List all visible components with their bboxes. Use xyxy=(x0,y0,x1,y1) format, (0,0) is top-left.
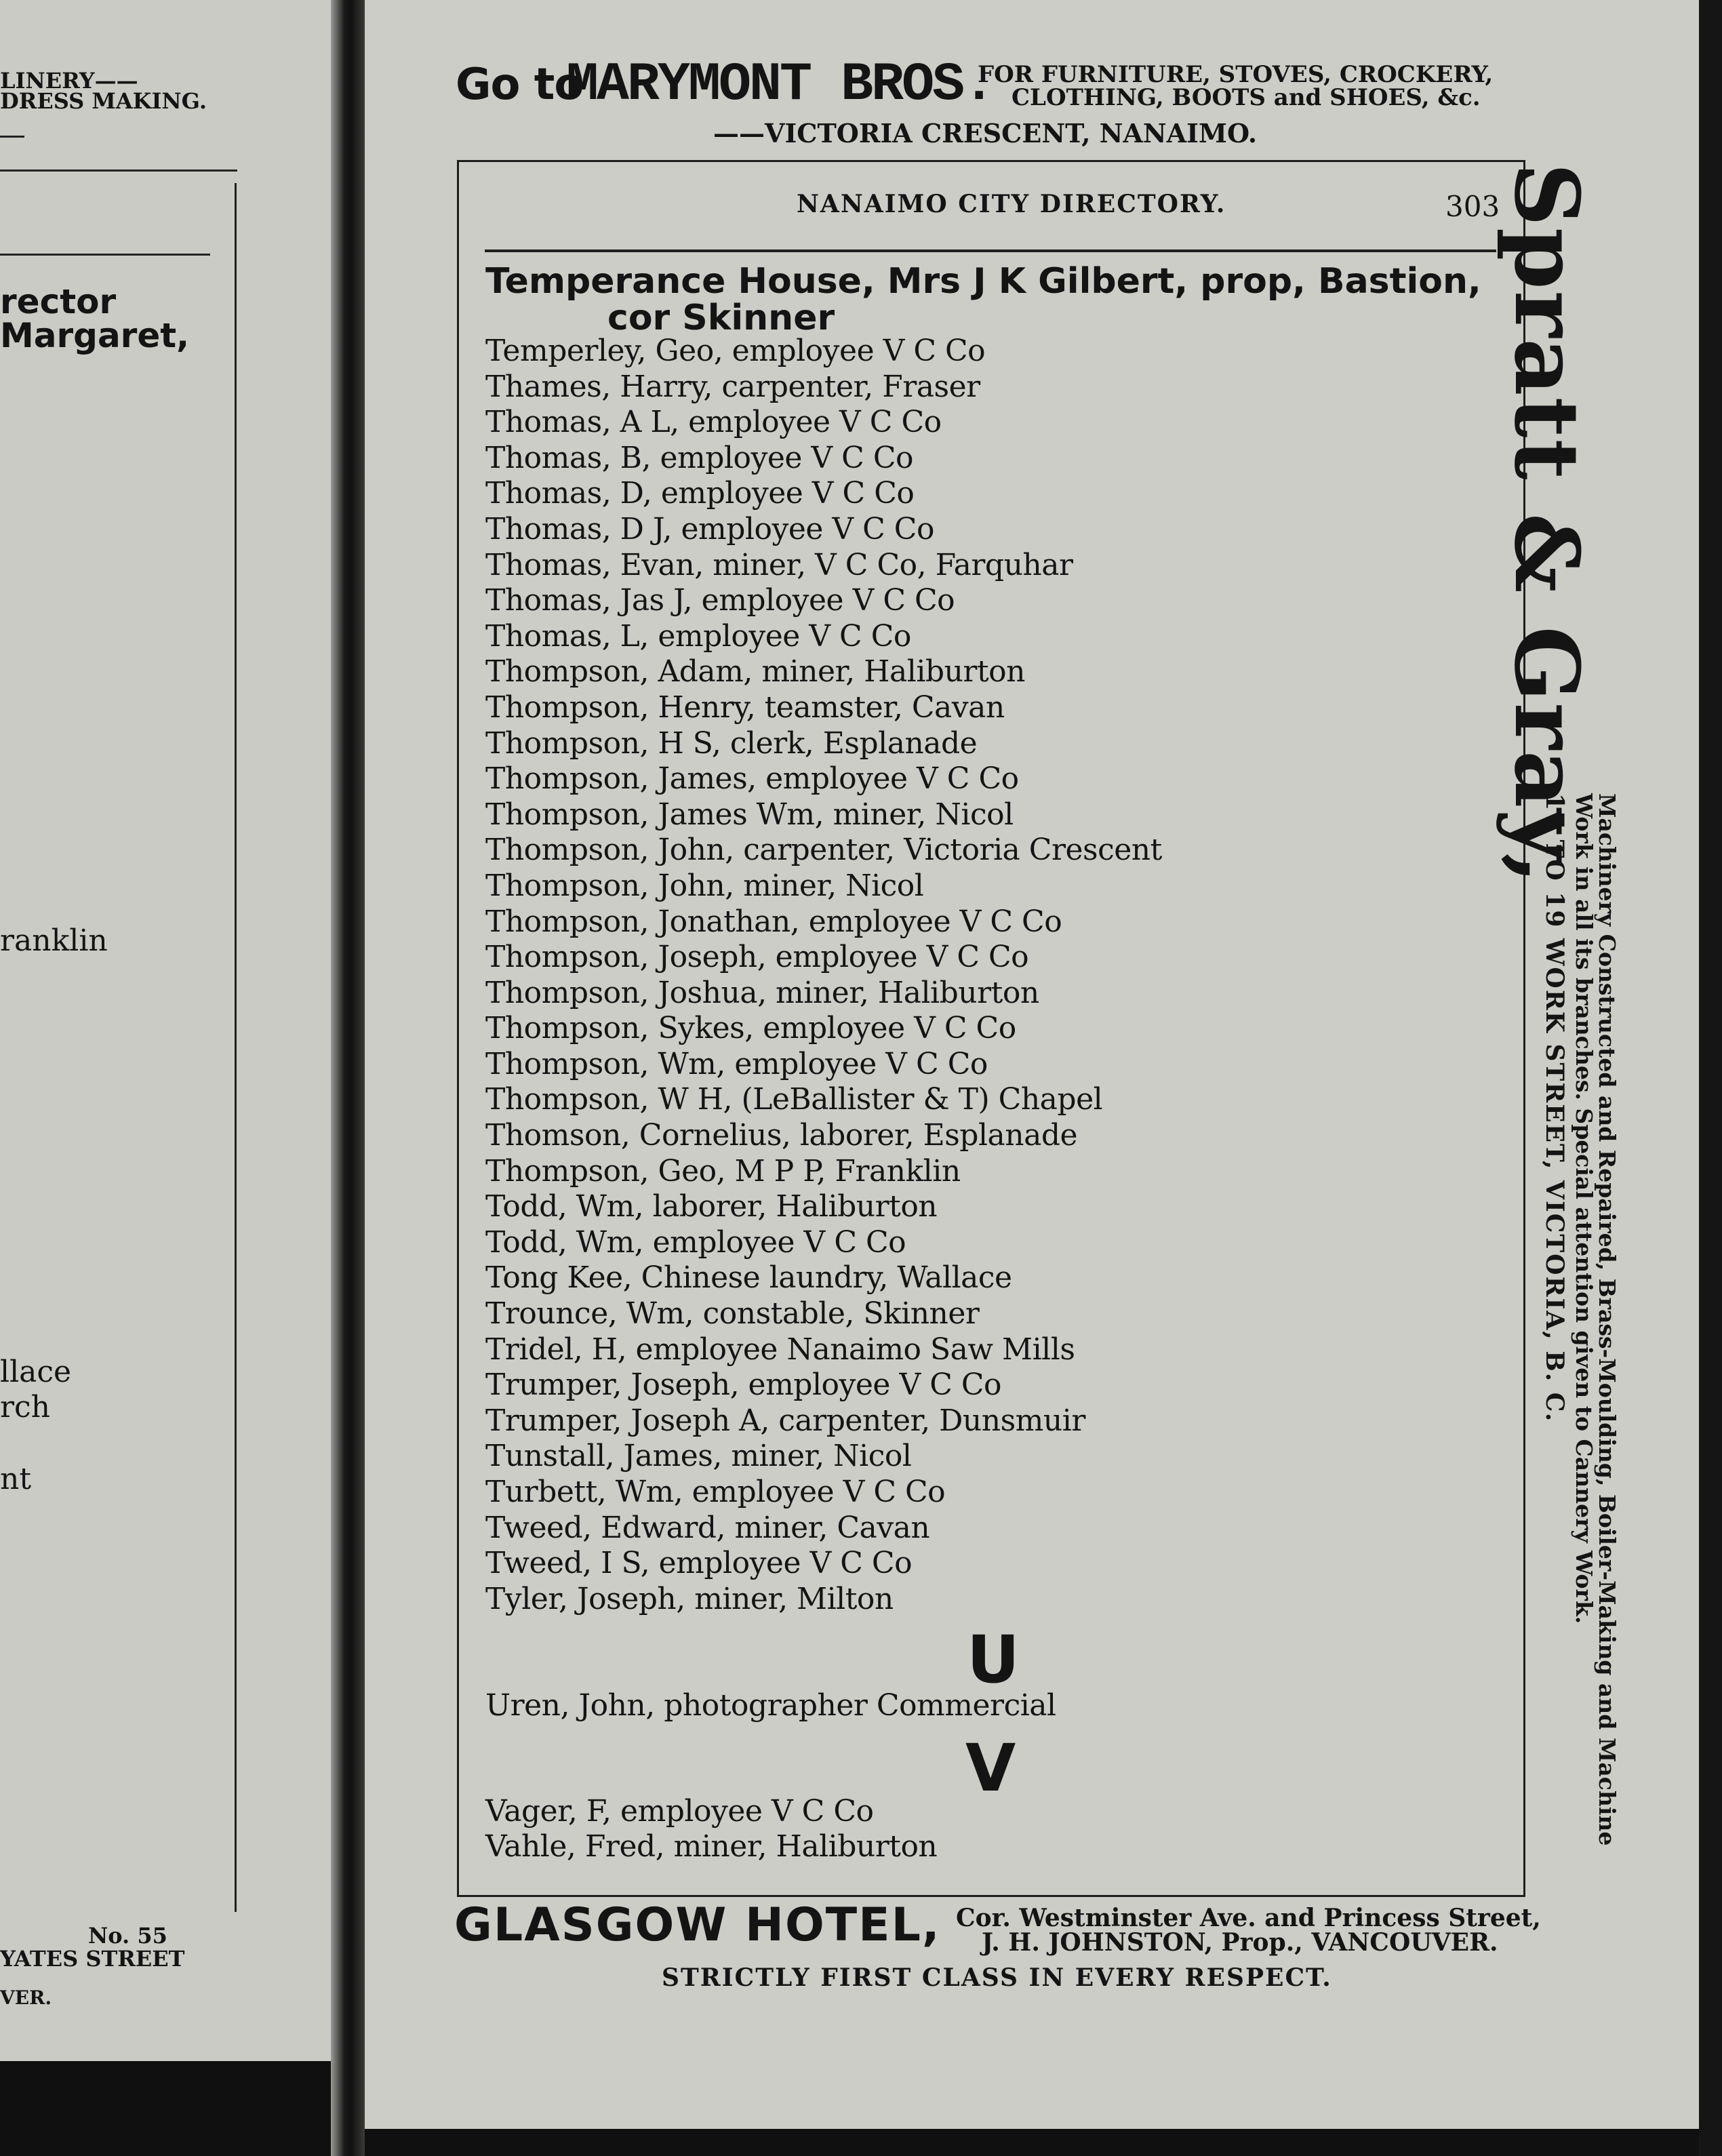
ad-brand-name: MARYMONT BROS. xyxy=(566,54,994,116)
directory-entry: Uren, John, photographer Commercial xyxy=(485,1688,1056,1723)
left-fragment: nt xyxy=(0,1462,32,1496)
running-head: NANAIMO CITY DIRECTORY. xyxy=(797,190,1226,218)
side-ad-line: Machinery Constructed and Repaired, Brass-Moulding, Boiler-Making and Machine xyxy=(1594,793,1620,1846)
side-ad-line: 17 TO 19 WORK STREET, VICTORIA, B. C. xyxy=(1540,793,1569,1423)
directory-entry: Thompson, John, miner, Nicol xyxy=(485,868,924,903)
page-edge xyxy=(1699,0,1722,2156)
directory-entry: Trumper, Joseph A, carpenter, Dunsmuir xyxy=(485,1403,1085,1438)
section-u-entries xyxy=(485,1688,1056,1723)
ad-products-line: FOR FURNITURE, STOVES, CROCKERY, xyxy=(978,61,1494,88)
left-rule xyxy=(0,169,237,172)
directory-entry: Vager, F, employee V C Co xyxy=(485,1794,874,1829)
left-fragment: Margaret, xyxy=(0,316,190,355)
left-fragment: No. 55 xyxy=(88,1923,167,1949)
ad-products-line: CLOTHING, BOOTS and SHOES, &c. xyxy=(1012,84,1481,111)
directory-entries xyxy=(485,334,1162,1617)
directory-entry: Thompson, Henry, teamster, Cavan xyxy=(485,690,1005,725)
bottom-ad-address: Cor. Westminster Ave. and Princess Street, xyxy=(956,1904,1541,1932)
directory-entry: Thomas, Jas J, employee V C Co xyxy=(485,583,955,618)
directory-entry: Thompson, James Wm, miner, Nicol xyxy=(485,797,1014,832)
directory-entry: Thomson, Cornelius, laborer, Esplanade xyxy=(485,1118,1078,1153)
top-advertisement xyxy=(456,54,1527,149)
header-rule xyxy=(485,249,1496,252)
directory-entry: Tweed, Edward, miner, Cavan xyxy=(485,1510,930,1545)
featured-entry-line: Temperance House, Mrs J K Gilbert, prop, Bastion, xyxy=(485,261,1481,302)
directory-entry: Thomas, L, employee V C Co xyxy=(485,618,911,654)
directory-entry: Thomas, D J, employee V C Co xyxy=(485,511,934,546)
left-fragment: rector xyxy=(0,282,117,321)
directory-entry: Trounce, Wm, constable, Skinner xyxy=(485,1296,980,1332)
left-rule xyxy=(0,136,24,138)
left-fragment: VER. xyxy=(0,1987,52,2009)
directory-entry: Thames, Harry, carpenter, Fraser xyxy=(485,369,980,404)
ad-address: ——VICTORIA CRESCENT, NANAIMO. xyxy=(713,118,1258,148)
directory-entry: Tyler, Joseph, miner, Milton xyxy=(485,1581,894,1616)
directory-entry: Thompson, John, carpenter, Victoria Crescent xyxy=(485,833,1162,868)
side-ad-line: Work in all its branches. Special attention given to Cannery Work. xyxy=(1571,793,1597,1624)
directory-entry: Thompson, Joseph, employee V C Co xyxy=(485,940,1029,975)
directory-entry: Thompson, Wm, employee V C Co xyxy=(485,1046,988,1081)
book-binding xyxy=(331,0,365,2156)
section-v-entries xyxy=(485,1794,937,1864)
featured-entry-line: cor Skinner xyxy=(607,298,835,338)
directory-entry: Thomas, A L, employee V C Co xyxy=(485,405,942,440)
left-fragment: LINERY—— xyxy=(0,68,138,94)
left-fragment: rch xyxy=(0,1390,51,1424)
directory-entry: Thompson, Jonathan, employee V C Co xyxy=(485,904,1062,939)
directory-entry: Todd, Wm, employee V C Co xyxy=(485,1224,906,1260)
directory-entry: Thompson, H S, clerk, Esplanade xyxy=(485,725,978,761)
directory-entry: Todd, Wm, laborer, Haliburton xyxy=(485,1189,938,1224)
directory-entry: Turbett, Wm, employee V C Co xyxy=(485,1475,946,1509)
directory-entry: Tweed, I S, employee V C Co xyxy=(485,1546,913,1581)
section-letter-v: V xyxy=(965,1730,1016,1806)
directory-entry: Thompson, W H, (LeBallister & T) Chapel xyxy=(485,1082,1103,1117)
directory-entry: Thompson, James, employee V C Co xyxy=(485,761,1019,797)
directory-entry: Tong Kee, Chinese laundry, Wallace xyxy=(485,1260,1012,1296)
left-fragment: YATES STREET xyxy=(0,1946,185,1972)
ad-goto-text: Go to xyxy=(456,60,584,110)
bottom-ad-proprietor: J. H. JOHNSTON, Prop., VANCOUVER. xyxy=(982,1928,1498,1957)
page-number: 303 xyxy=(1445,190,1500,223)
directory-entry: Thomas, Evan, miner, V C Co, Farquhar xyxy=(485,547,1073,582)
directory-entry: Thompson, Geo, M P P, Franklin xyxy=(485,1153,961,1189)
directory-entry: Temperley, Geo, employee V C Co xyxy=(485,334,986,368)
left-rule xyxy=(0,254,210,256)
directory-entry: Thompson, Joshua, miner, Haliburton xyxy=(485,975,1039,1010)
directory-entry: Thompson, Adam, miner, Haliburton xyxy=(485,654,1025,690)
directory-entry: Vahle, Fred, miner, Haliburton xyxy=(485,1829,938,1864)
left-fragment: DRESS MAKING. xyxy=(0,88,207,114)
left-fragment: ranklin xyxy=(0,923,108,958)
side-brand-name: Spratt & Gray, xyxy=(1495,163,1599,885)
directory-entry: Thomas, B, employee V C Co xyxy=(485,440,913,475)
side-advertisement-brand xyxy=(1495,163,1626,885)
left-frame xyxy=(235,183,237,1912)
directory-entry: Tunstall, James, miner, Nicol xyxy=(485,1439,912,1474)
directory-entry: Trumper, Joseph, employee V C Co xyxy=(485,1368,1002,1403)
bottom-ad-tagline: STRICTLY FIRST CLASS IN EVERY RESPECT. xyxy=(662,1963,1332,1992)
left-fragment: llace xyxy=(0,1355,72,1389)
directory-entry: Thomas, D, employee V C Co xyxy=(485,476,915,511)
directory-entry: Thompson, Sykes, employee V C Co xyxy=(485,1011,1016,1046)
featured-entry xyxy=(485,263,1481,336)
bottom-ad-hotel-name: GLASGOW HOTEL, xyxy=(454,1898,941,1952)
section-letter-u: U xyxy=(967,1622,1020,1698)
directory-entry: Tridel, H, employee Nanaimo Saw Mills xyxy=(485,1332,1075,1367)
